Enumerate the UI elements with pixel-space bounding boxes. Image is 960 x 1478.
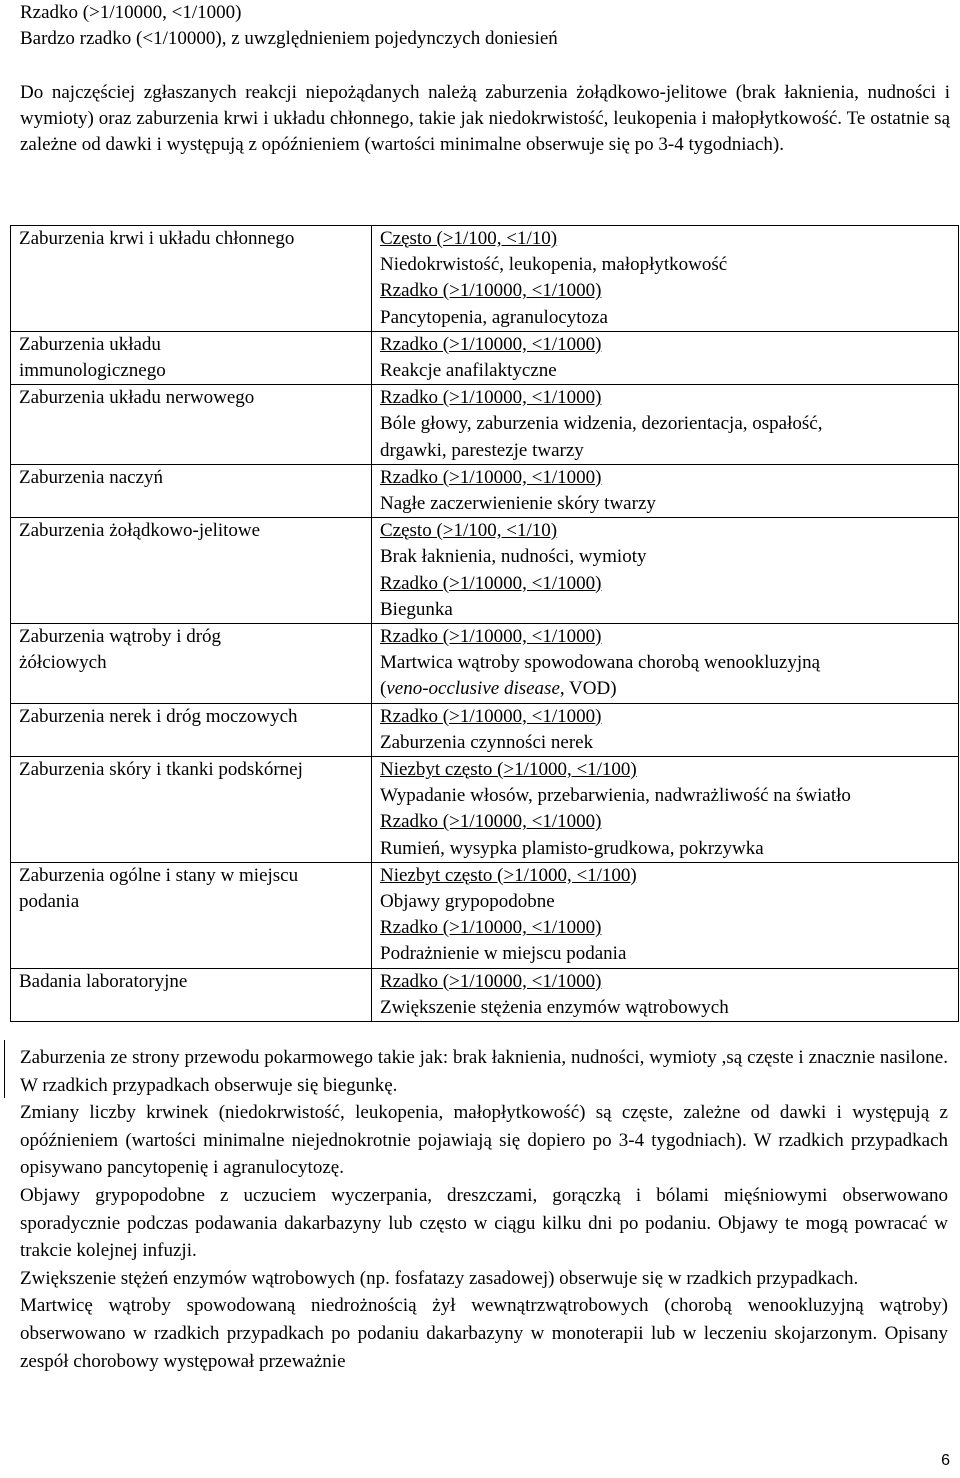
effect-text: Pancytopenia, agranulocytoza: [380, 306, 608, 328]
frequency-label: Rzadko (>1/10000, <1/1000): [380, 572, 602, 594]
effects-cell: [372, 624, 959, 704]
frequency-label: Rzadko (>1/10000, <1/1000): [380, 970, 602, 992]
table-row: [11, 226, 959, 332]
flu-like-paragraph: Objawy grypopodobne z uczuciem wyczerpania, dreszczami, gorączką i bólami mięśniowymi obserwowano sporadycznie podczas podawania dakarbazyny lub często w ciągu kilku dni po podaniu. Objawy te mogą powracać w trakcie kolejnej infuzji.: [20, 1184, 948, 1262]
frequency-label: Rzadko (>1/10000, <1/1000): [380, 387, 602, 409]
adverse-effects-table: [10, 225, 959, 1022]
table-row: [11, 464, 959, 517]
frequency-label: Często (>1/100, <1/10): [380, 228, 558, 249]
effects-cell: [372, 862, 959, 968]
effect-text: Zaburzenia czynności nerek: [380, 731, 594, 753]
gi-disorders-paragraph: Zaburzenia ze strony przewodu pokarmowego takie jak: brak łaknienia, nudności, wymioty ,są częste i znacznie nasilone. W rzadkich przypadkach obserwuje się biegunkę.: [20, 1047, 948, 1096]
frequency-label: Rzadko (>1/10000, <1/1000): [380, 333, 602, 355]
revision-bar: [4, 1040, 5, 1098]
effect-text: Objawy grypopodobne: [380, 891, 555, 913]
organ-class-cell: [11, 385, 372, 465]
organ-class-label: Zaburzenia ogólne i stany w miejscu: [19, 864, 299, 886]
effect-latin-term: veno-occlusive disease: [386, 678, 560, 700]
effect-text: Reakcje anafilaktyczne: [380, 360, 557, 382]
organ-class-label: żółciowych: [19, 652, 107, 674]
frequency-line-rare: Rzadko (>1/10000, <1/1000): [20, 2, 242, 23]
organ-class-label: Zaburzenia układu nerwowego: [19, 387, 255, 409]
effect-text: Brak łaknienia, nudności, wymioty: [380, 546, 647, 568]
effect-text: drgawki, parestezje twarzy: [380, 439, 584, 461]
table-row: [11, 968, 959, 1021]
effects-cell: [372, 968, 959, 1021]
effect-text: Biegunka: [380, 598, 453, 620]
table-row: [11, 757, 959, 863]
frequency-label: Rzadko (>1/10000, <1/1000): [380, 705, 602, 727]
effects-cell: [372, 331, 959, 384]
effect-text: Bóle głowy, zaburzenia widzenia, dezorientacja, ospałość,: [380, 413, 823, 435]
organ-class-label: Zaburzenia żołądkowo-jelitowe: [19, 520, 261, 542]
organ-class-cell: [11, 226, 372, 332]
organ-class-cell: [11, 862, 372, 968]
liver-necrosis-paragraph: Martwicę wątroby spowodowaną niedrożnością żył wewnątrzwątrobowych (chorobą wenookluzyjną wątroby) obserwowano w rzadkich przypadkach po podaniu dakarbazyny w monoterapii lub w leczeniu skojarzonym. Opisany zespół chorobowy występował przeważnie: [20, 1295, 948, 1372]
discussion-section: [20, 1044, 948, 1375]
effect-text: Nagłe zaczerwienienie skóry twarzy: [380, 493, 656, 515]
organ-class-label: Badania laboratoryjne: [19, 970, 188, 992]
organ-class-label: Zaburzenia skóry i tkanki podskórnej: [19, 759, 303, 781]
effects-cell: [372, 757, 959, 863]
organ-class-cell: [11, 518, 372, 624]
table-row: [11, 518, 959, 624]
organ-class-label: Zaburzenia nerek i dróg moczowych: [19, 705, 298, 727]
frequency-label: Rzadko (>1/10000, <1/1000): [380, 466, 602, 488]
organ-class-label: immunologicznego: [19, 360, 166, 382]
effects-cell: [372, 385, 959, 465]
table-row: [11, 624, 959, 704]
organ-class-label: Zaburzenia układu: [19, 333, 161, 355]
effect-text: Podrażnienie w miejscu podania: [380, 943, 627, 965]
organ-class-cell: [11, 624, 372, 704]
liver-enzymes-paragraph: Zwiększenie stężeń enzymów wątrobowych (np. fosfatazy zasadowej) obserwuje się w rzadkich przypadkach.: [20, 1267, 859, 1289]
frequency-label: Niezbyt często (>1/1000, <1/100): [380, 864, 637, 886]
effect-text: (veno-occlusive disease, VOD): [380, 678, 617, 700]
organ-class-label: podania: [19, 891, 80, 913]
organ-class-label: Zaburzenia naczyń: [19, 466, 163, 488]
spacer: [20, 52, 950, 80]
adverse-effects-table-body: [11, 226, 959, 1022]
frequency-label: Rzadko (>1/10000, <1/1000): [380, 626, 602, 648]
page-number: 6: [941, 1452, 950, 1469]
effects-cell: [372, 703, 959, 756]
organ-class-label: Zaburzenia krwi i układu chłonnego: [19, 228, 295, 249]
frequency-label: Często (>1/100, <1/10): [380, 520, 558, 542]
frequency-label: Rzadko (>1/10000, <1/1000): [380, 917, 602, 939]
table-row: [11, 862, 959, 968]
effects-cell: [372, 226, 959, 332]
organ-class-cell: [11, 331, 372, 384]
table-row: [11, 331, 959, 384]
table-row: [11, 385, 959, 465]
organ-class-label: Zaburzenia wątroby i dróg: [19, 626, 222, 648]
effect-text: Martwica wątroby spowodowana chorobą wenookluzyjną: [380, 652, 821, 674]
blood-counts-paragraph: Zmiany liczby krwinek (niedokrwistość, leukopenia, małopłytkowość) są częste, zależne od dawki i występują z opóźnieniem (wartości minimalne niejednokrotnie pojawiają się dopiero po 3-4 tygodniach). W rzadkich przypadkach opisywano pancytopenię i agranulocytozę.: [20, 1102, 948, 1179]
effects-cell: [372, 464, 959, 517]
table-row: [11, 703, 959, 756]
frequency-label: Niezbyt często (>1/1000, <1/100): [380, 759, 637, 781]
effect-text: Niedokrwistość, leukopenia, małopłytkowość: [380, 254, 728, 276]
organ-class-cell: [11, 968, 372, 1021]
frequency-label: Rzadko (>1/10000, <1/1000): [380, 811, 602, 833]
organ-class-cell: [11, 464, 372, 517]
effect-abbreviation: , VOD): [559, 678, 617, 700]
organ-class-cell: [11, 703, 372, 756]
effects-cell: [372, 518, 959, 624]
intro-section: [20, 0, 950, 158]
effect-text: Zwiększenie stężenia enzymów wątrobowych: [380, 996, 729, 1018]
effect-text: Wypadanie włosów, przebarwienia, nadwrażliwość na światło: [380, 785, 851, 807]
frequency-label: Rzadko (>1/10000, <1/1000): [380, 280, 602, 302]
effect-text: Rumień, wysypka plamisto-grudkowa, pokrzywka: [380, 837, 764, 859]
organ-class-cell: [11, 757, 372, 863]
frequency-line-very-rare: Bardzo rzadko (<1/10000), z uwzględnieniem pojedynczych doniesień: [20, 28, 558, 49]
intro-paragraph: Do najczęściej zgłaszanych reakcji niepożądanych należą zaburzenia żołądkowo-jelitowe (brak łaknienia, nudności i wymioty) oraz zaburzenia krwi i układu chłonnego, takie jak niedokrwistość, leukopenia i małopłytkowość. Te ostatnie są zależne od dawki i występują z opóźnieniem (wartości minimalne obserwuje się po 3-4 tygodniach).: [20, 82, 950, 155]
